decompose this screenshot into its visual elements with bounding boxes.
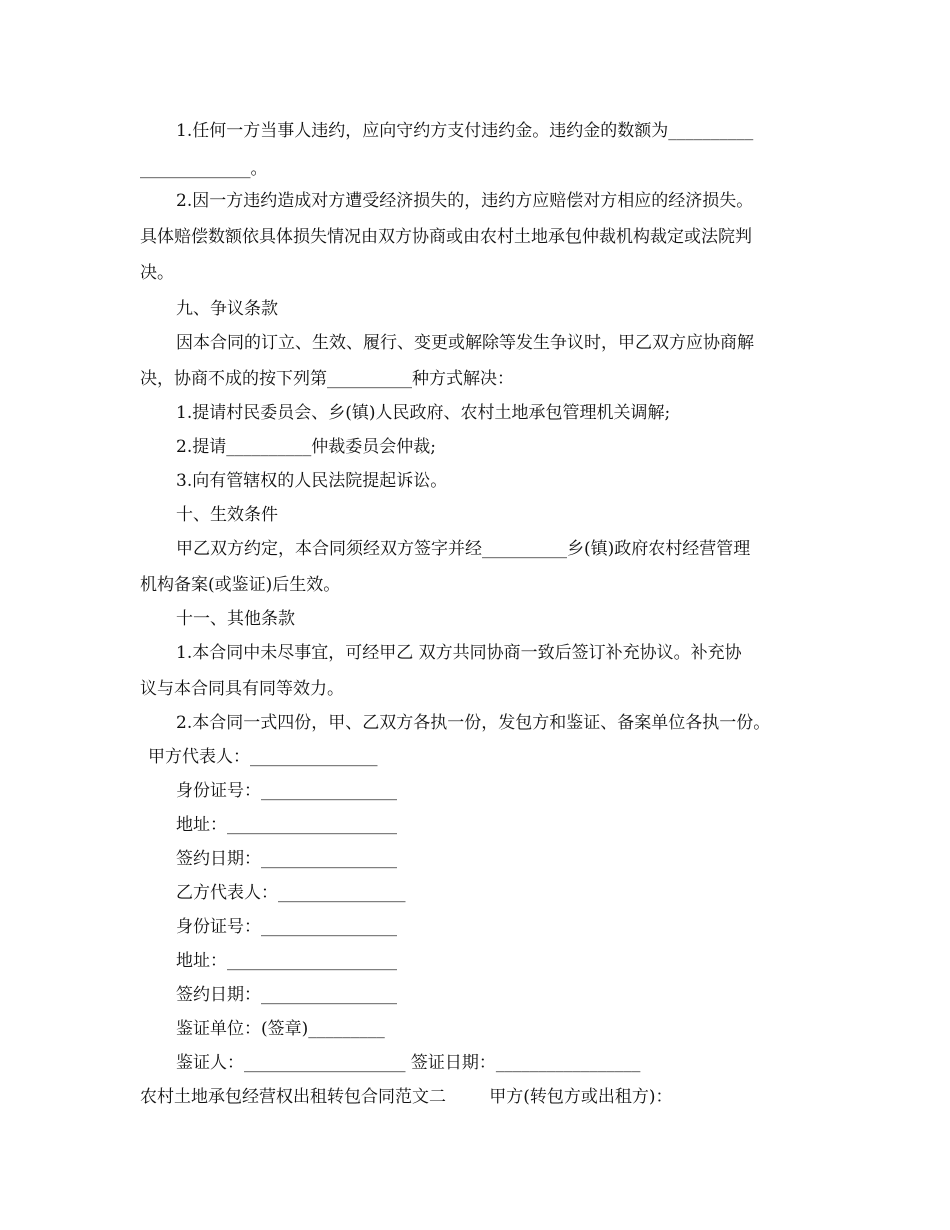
text-line: _____________。 xyxy=(140,159,268,179)
signature-field: 鉴证人：___________________ 签证日期：_________________ xyxy=(176,1053,641,1073)
text-line: 2.本合同一式四份，甲、乙双方各执一份，发包方和鉴证、备案单位各执一份。 xyxy=(176,713,771,733)
text-line: 因本合同的订立、生效、履行、变更或解除等发生争议时，甲乙双方应协商解 xyxy=(176,333,754,353)
text-line: 2.提请__________仲裁委员会仲裁; xyxy=(176,437,436,457)
signature-field: 甲方代表人：_______________ xyxy=(148,747,378,767)
section-heading: 十、生效条件 xyxy=(176,505,278,525)
signature-field: 鉴证单位：(签章)_________ xyxy=(176,1019,385,1039)
signature-field: 乙方代表人：_______________ xyxy=(176,883,406,903)
text-line: 具体赔偿数额依具体损失情况由双方协商或由农村土地承包仲裁机构裁定或法院判 xyxy=(140,227,752,247)
signature-field: 签约日期：________________ xyxy=(176,849,397,869)
text-line: 1.任何一方当事人违约，应向守约方支付违约金。违约金的数额为__________ xyxy=(176,121,754,141)
text-line: 1.提请村民委员会、乡(镇)人民政府、农村土地承包管理机关调解; xyxy=(176,403,671,423)
section-heading: 十一、其他条款 xyxy=(176,609,295,629)
text-line: 决，协商不成的按下列第__________种方式解决： xyxy=(140,369,514,389)
text-line: 1.本合同中未尽事宜，可经甲乙 双方共同协商一致后签订补充协议。补充协 xyxy=(176,643,742,663)
section-heading: 九、争议条款 xyxy=(176,299,278,319)
text-line: 甲乙双方约定，本合同须经双方签字并经__________乡(镇)政府农村经营管理 xyxy=(176,539,751,559)
text-line: 决。 xyxy=(140,263,174,283)
signature-field: 身份证号：________________ xyxy=(176,917,397,937)
text-line: 机构备案(或鉴证)后生效。 xyxy=(140,575,341,595)
signature-field: 地址：____________________ xyxy=(176,815,397,835)
signature-field: 地址：____________________ xyxy=(176,951,397,971)
signature-field: 身份证号：________________ xyxy=(176,781,397,801)
text-line: 议与本合同具有同等效力。 xyxy=(140,679,344,699)
text-line: 农村土地承包经营权出租转包合同范文二 甲方(转包方或出租方)： xyxy=(140,1087,673,1107)
signature-field: 签约日期：________________ xyxy=(176,985,397,1005)
text-line: 2.因一方违约造成对方遭受经济损失的，违约方应赔偿对方相应的经济损失。 xyxy=(176,191,754,211)
text-line: 3.向有管辖权的人民法院提起诉讼。 xyxy=(176,471,448,491)
